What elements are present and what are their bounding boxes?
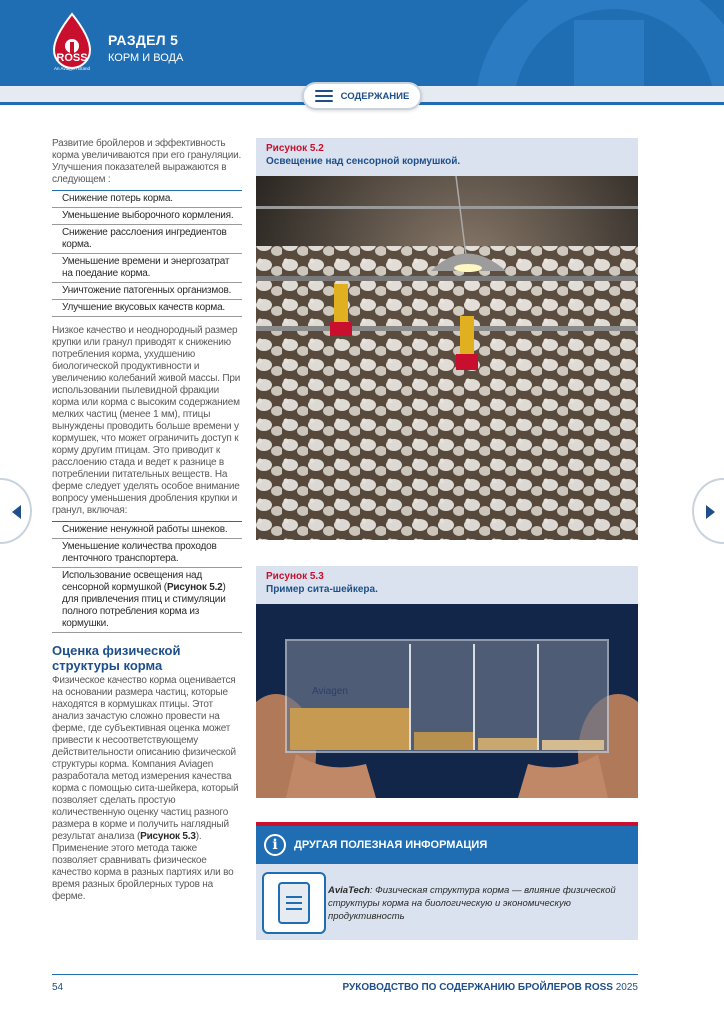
figure-number: Рисунок 5.2	[266, 143, 324, 154]
list-item: Снижение расслоения ингредиентов корма.	[52, 225, 242, 254]
figure-ref-link[interactable]: Рисунок 5.2	[166, 582, 223, 593]
previous-page-button[interactable]	[0, 478, 32, 544]
list-item: Уменьшение выборочного кормления.	[52, 208, 242, 225]
assessment-paragraph	[52, 675, 242, 903]
document-lines-icon	[280, 884, 308, 922]
next-page-button[interactable]	[692, 478, 724, 544]
contents-label: СОДЕРЖАНИЕ	[340, 90, 410, 102]
section-title: РАЗДЕЛ 5	[108, 32, 179, 48]
info-icon: i	[264, 834, 286, 856]
info-header	[256, 822, 638, 864]
menu-icon	[315, 90, 333, 102]
footer-title	[342, 982, 638, 993]
broiler-house-photo	[256, 176, 638, 540]
list-item: Улучшение вкусовых качеств корма.	[52, 300, 242, 317]
info-link-text[interactable]	[328, 884, 628, 923]
document-icon	[278, 882, 310, 924]
footer-title-text: РУКОВОДСТВО ПО СОДЕРЖАНИЮ БРОЙЛЕРОВ ROSS	[342, 982, 613, 993]
link-description: : Физическая структура корма — влияние физической структуры корма на биологическую и экономическую продуктивность	[328, 885, 616, 922]
brand-name: ROSS	[56, 52, 88, 64]
info-box	[256, 822, 638, 940]
list-item: Уничтожение патогенных организмов.	[52, 283, 242, 300]
arrow-right-icon	[706, 505, 715, 519]
list-item: Уменьшение количества проходов ленточного транспортера.	[52, 539, 242, 568]
paragraph-text: ). Применение этого метода также позволяет сравнивать физическое качество корма в разных партиях или во время разных бройлерных туров на ферме.	[52, 831, 234, 902]
figure-title: Пример сита-шейкера.	[266, 584, 378, 595]
figure-5-2	[256, 138, 638, 540]
list-item	[52, 568, 242, 633]
section-name: КОРМ И ВОДА	[108, 52, 184, 64]
document-link-button[interactable]	[262, 872, 326, 934]
arrow-left-icon	[12, 505, 21, 519]
quality-paragraph: Низкое качество и неоднородный размер крупки или гранул приводят к снижению потребления корма, ухудшению биологической продуктивности и увеличению колебаний живой массы. При использовании пылевидной фракции корма или корма с высоким содержанием мелких частиц (менее 1 мм), птицы вынуждены проводить больше времени у кормушек, что может ограничить доступ к корму другим птицам. Это приводит к расслоению стада и ведет к разнице в потреблении питательных веществ. На ферме следует уделять особое внимание вопросу уменьшения дробления крупки и гранул, включая:	[52, 325, 241, 516]
contents-button[interactable]	[302, 82, 422, 110]
sieve-shaker-photo	[256, 604, 638, 798]
benefits-list	[52, 190, 242, 317]
subheading: Оценка физической структуры корма	[52, 643, 181, 673]
measures-list	[52, 521, 242, 633]
paragraph-text: Физическое качество корма оценивается на основании размера частиц, которые находятся в кормушках птицы. Этот анализ зачастую сложно провести на ферме, где субъективная оценка может привести к несоответствующему действительности описанию физической структуры корма. Компания Aviagen разработала метод измерения качества корма с помощью сита-шейкера, который позволяет сделать простую количественную оценку частиц разного размера в корме и получить наглядный результат анализа (	[52, 675, 239, 842]
left-column	[52, 138, 242, 903]
list-item: Снижение потерь корма.	[52, 191, 242, 208]
list-item: Снижение ненужной работы шнеков.	[52, 522, 242, 539]
header-decoration	[424, 0, 724, 86]
figure-number: Рисунок 5.3	[266, 571, 324, 582]
brand-subtitle: An Aviagen Brand	[54, 66, 90, 71]
figure-caption	[256, 566, 638, 604]
figure-caption	[256, 138, 638, 176]
footer-divider	[52, 974, 638, 975]
link-source: AviaTech	[328, 885, 370, 896]
page-number: 54	[52, 982, 64, 993]
page-header	[0, 0, 724, 86]
measure-text: ) для привлечения птиц и стимуляции полного потребления корма из кормушки.	[62, 582, 226, 629]
figure-title: Освещение над сенсорной кормушкой.	[266, 156, 461, 167]
figure-ref-link[interactable]: Рисунок 5.3	[140, 831, 196, 842]
info-title: ДРУГАЯ ПОЛЕЗНАЯ ИНФОРМАЦИЯ	[294, 839, 488, 851]
aviagen-watermark: Aviagen	[312, 686, 348, 697]
measure-text: Использование освещения над сенсорной кормушкой (	[62, 570, 203, 593]
list-item: Уменьшение времени и энергозатрат на поедание корма.	[52, 254, 242, 283]
intro-paragraph: Развитие бройлеров и эффективность корма увеличиваются при его грануляции. Улучшения показателей выражаются в следующем :	[52, 138, 242, 185]
footer-year: 2025	[615, 982, 638, 993]
figure-5-3	[256, 566, 638, 798]
